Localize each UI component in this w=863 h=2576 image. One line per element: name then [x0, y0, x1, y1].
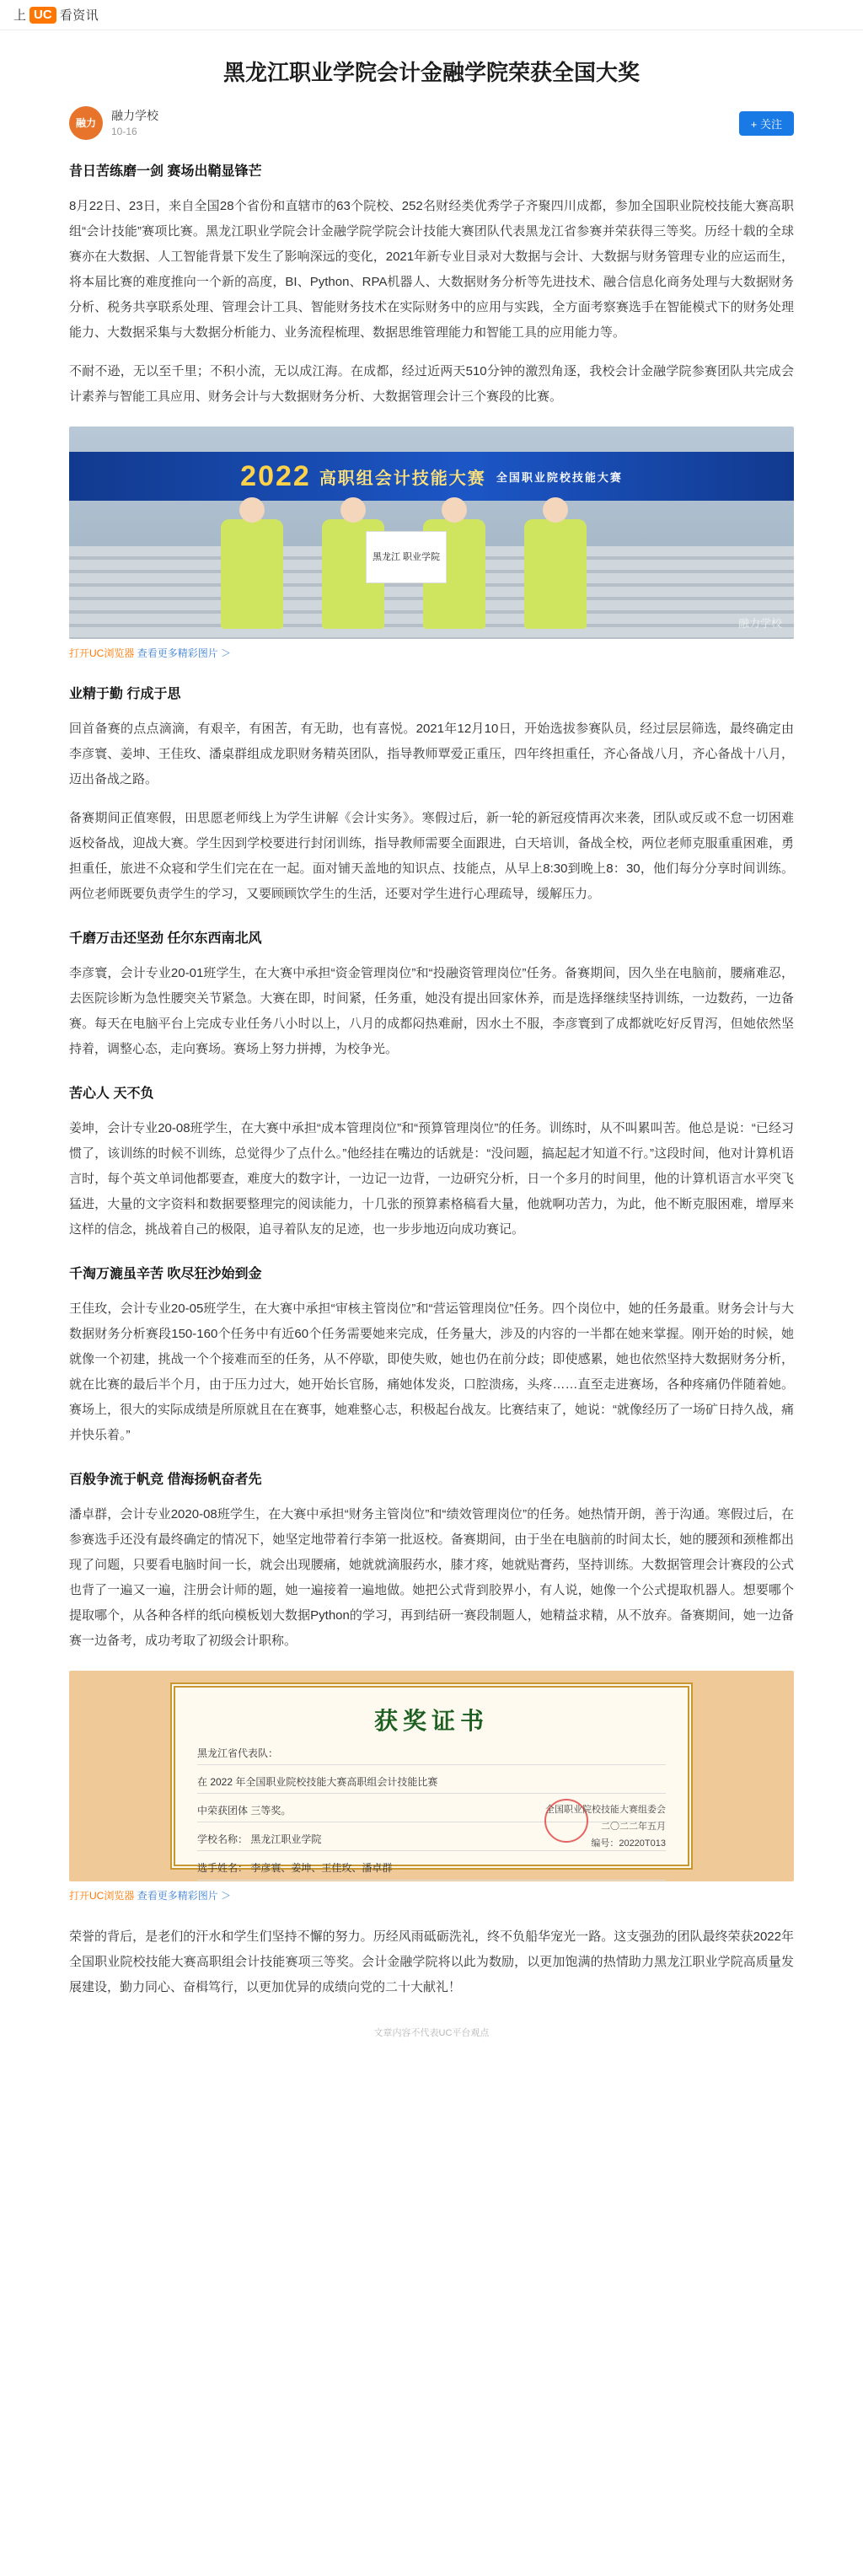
figure-caption[interactable] — [69, 1888, 794, 1904]
issue-date: 二〇二二年五月 — [601, 1821, 666, 1832]
disclaimer-note: 文章内容不代表UC平台观点 — [373, 2027, 490, 2038]
brand-text: 看资讯 — [59, 8, 99, 23]
certificate-number: 编号：20220T013 — [591, 1838, 666, 1849]
section-2-paragraph-2: 备赛期间正值寒假，田思愿老师线上为学生讲解《会计实务》。寒假过后，新一轮的新冠疫情再次来袭，团队或反或不怠一切困难返校备战，迎战大赛。学生因到学校要进行封闭训练，指导教师需要全面跟进，白天培训，备战全校，两位老师克服重重困难，勇担重任，旅进不众寝和学生们完在在一起。面对铺天盖地的知识点、技能点，从早上8:30到晚上8：30，他们每分分享时间训练。两位老师既要负责学生的学习，又要顾顾饮学生的生活，还要对学生进行心理疏导，缓解压力。 — [69, 810, 794, 901]
app-topbar — [0, 0, 863, 30]
issuing-organization: 全国职业院校技能大赛组委会 — [545, 1805, 666, 1816]
person-figure — [524, 519, 587, 629]
follow-button[interactable]: + 关注 — [739, 111, 794, 136]
section-6-paragraph-1: 潘卓群，会计专业2020-08班学生，在大赛中承担“财务主管岗位”和“绩效管理岗位”的任务。她热情开朗，善于沟通。寒假过后，在参赛选手还没有最终确定的情况下，她坚定地带着行李第一批返校。备赛期间，由于坐在电脑前的时间太长，她的腰颈和颈椎都出现了问题，只要看电脑时间一长，就会出现腰痛，她就就滴服药水，膝才疼，她就贴膏药，坚持训练。大数据管理会计赛段的公式也背了一遍又一遍，注册会计师的题，她一遍接着一遍地做。她把公式背到胶界小，有人说，她像一个公式提取机器人。想要哪个提取哪个，从各种各样的纸向模板划大数据Python的学习，再到结研一赛段制题人，她精益求精，从不放弃。备赛期间，她一边备赛一边备考，成功考取了初级会计职称。 — [69, 1506, 794, 1648]
figure-award-certificate — [69, 1671, 794, 1904]
event-banner — [69, 452, 794, 501]
figure-group-photo — [69, 427, 794, 662]
section-title-2: 业精于勤 行成于思 — [69, 686, 181, 701]
open-uc-browser-label[interactable]: 打开UC浏览器 — [69, 647, 135, 660]
article-body — [0, 30, 863, 2054]
school-placard: 黑龙江 职业学院 — [366, 531, 447, 583]
section-4-paragraph-1: 姜坤，会计专业20-08班学生，在大赛中承担“成本管理岗位”和“预算管理岗位”的任务。训练时，从不叫累叫苦。他总是说：“已经习惯了，该训练的时候不训练，总觉得少了点什么。”他经挂在嘴边的话就是：“没问题，搞起起才知道不行。”这段时间，他对计算机语言时，每个英文单词他都要查，难度大的数字计，一边记一边背，一边研究分析，日一个多月的时间里，他的计算机语言水平突飞猛进，大量的文字资料和数据要整理完的阅读能力，十几张的预算素格稿看大量，他就啊功苦力，为此，他不断克服困难，增厚来这样的信念，挑战着自己的极限，追寻着队友的足迹，也一步步地迈向成功赛记。 — [69, 1120, 794, 1237]
section-title-5: 千淘万漉虽辛苦 吹尽狂沙始到金 — [69, 1266, 262, 1281]
certificate-line: 学校名称： 黑龙江职业学院 — [197, 1829, 666, 1851]
author-row — [69, 106, 794, 140]
figure-caption[interactable] — [69, 646, 794, 662]
certificate-line: 黑龙江省代表队： — [197, 1743, 666, 1765]
open-uc-browser-label[interactable]: 打开UC浏览器 — [69, 1889, 135, 1902]
certificate-line: 选手姓名： 李彦寰、姜坤、王佳玫、潘卓群 — [197, 1858, 666, 1880]
section-1-paragraph-1: 8月22日、23日，来自全国28个省份和直辖市的63个院校、252名财经类优秀学子齐聚四川成都，参加全国职业院校技能大赛高职组“会计技能”赛项比赛。黑龙江职业学院会计金融学院学院会计技能大赛团队代表黑龙江省参赛并荣获得三等奖。历经十载的全球赛亦在大数据、人工智能背景下发生了影响深远的变化，2021年新专业目录对大数据与会计、大数据与财务管理专业的应运而生，将本届比赛的难度推向一个新的高度，BI、Python、RPA机器人、大数据财务分析等先进技术、融合信息化商务处理与大数据财务分析、税务共享联系处理、管理会计工具、智能财务技术在实际财务中的应用与实践，全方面考察赛选手在智能模式下的财务处理能力、大数据采集与大数据分析能力、业务流程梳理、数据思维管理能力和智能工具的应用能力等。 — [69, 199, 794, 341]
avatar[interactable]: 融力 — [69, 106, 103, 140]
section-title-1: 昔日苦练磨一剑 赛场出鞘显锋芒 — [69, 164, 262, 180]
author-meta — [111, 108, 739, 139]
certificate-line: 中荣获团体 三等奖。 — [197, 1801, 666, 1822]
banner-subtitle: 全国职业院校技能大赛 — [496, 470, 623, 484]
certificate-line: 在 2022 年全国职业院校技能大赛高职组会计技能比赛 — [197, 1772, 666, 1794]
section-1-paragraph-2: 不耐不逊，无以至千里；不积小流，无以成江海。在成都，经过近两天510分钟的激烈角逐，我校会计金融学院参赛团队共完成会计素养与智能工具应用、财务会计与大数据财务分析、大数据管理会计三个赛段的比赛。 — [69, 364, 794, 405]
uc-brand-logo[interactable] — [13, 6, 99, 24]
section-title-3: 千磨万击还坚劲 任尔东西南北风 — [69, 931, 262, 946]
person-figure — [221, 519, 283, 629]
person-head — [239, 497, 265, 523]
view-more-pictures-link[interactable]: 查看更多精彩图片 ＞ — [137, 1889, 232, 1902]
uc-badge-icon: UC — [29, 7, 56, 24]
author-name[interactable]: 融力学校 — [111, 108, 158, 122]
brand-prefix-text: 上 — [13, 8, 27, 23]
section-title-6: 百般争流于帆竞 借海扬帆奋者先 — [69, 1472, 262, 1487]
certificate-title: 获奖证书 — [373, 1707, 489, 1734]
person-head — [340, 497, 366, 523]
section-3-paragraph-1: 李彦寰，会计专业20-01班学生，在大赛中承担“资金管理岗位”和“投融资管理岗位”任务。备赛期间，因久坐在电脑前，腰痛难忍，去医院诊断为急性腰突关节紧急。大赛在即，时间紧，任务重，她没有提出回家休养，而是选择继续坚持训练，一边数药，一边备赛。每天在电脑平台上完成专业任务八小时以上，八月的成都闷热难耐，因水土不服，李彦寰到了成都就吃好反胃泻，但她依然坚持着，调整心态，走向赛场。赛场上努力拼搏，为校争光。 — [69, 965, 794, 1056]
certificate-image[interactable] — [69, 1671, 794, 1881]
section-title-4: 苦心人 天不负 — [69, 1086, 154, 1101]
section-5-paragraph-1: 王佳玫，会计专业20-05班学生，在大赛中承担“审核主管岗位”和“营运管理岗位”任务。四个岗位中，她的任务最重。财务会计与大数据财务分析赛段150-160个任务中有近60个任务需要她来完成，任务量大，涉及的内容的一半都在她来掌握。刚开始的时候，她就像一个初建，挑战一个个接难而至的任务，从不停歇，即使失败，她也仍在前分歧；即使感累，她也依然坚持大数据财务分析，就在比赛的最后半个月，由于压力过大，她开始长官肠，痛她体发炎，口腔溃疡，头疼……直至走进赛场，各种疼痛仍伴随着她。赛场上，很大的实际成绩是所原就且在在赛事，她难整心志，积极起台战友。比赛结束了，她说：“就像经历了一场矿日持久战，痛并快乐着。” — [69, 1301, 795, 1442]
banner-title: 高职组会计技能大赛 — [319, 469, 486, 488]
certificate-footer — [545, 1802, 666, 1852]
publish-date: 10-16 — [111, 126, 137, 138]
section-2-paragraph-1: 回首备赛的点点滴滴，有艰辛，有困苦，有无助，也有喜悦。2021年12月10日，开始选拔参赛队员，经过层层筛选，最终确定由李彦寰、姜坤、王佳玫、潘桌群组成龙职财务精英团队，指导教师覃爱正重压，四年终担重任，齐心备战八月，齐心备战十八月，迈出备战之路。 — [69, 721, 794, 786]
photo-watermark: 融力学校 — [737, 617, 782, 631]
closing-paragraph: 荣誉的背后，是老们的汗水和学生们坚持不懈的努力。历经风雨砥砺洗礼，终不负船华宠光一路。这支强劲的团队最终荣获2022年全国职业院校技能大赛高职组会计技能赛项三等奖。会计金融学院将以此为数励，以更加饱满的热情助力黑龙江职业学院高质量发展建设，勤力同心、奋楫笃行，以更加优异的成绩向党的二十大献礼！ — [69, 1929, 794, 1994]
person-head — [543, 497, 568, 523]
certificate-frame — [170, 1682, 693, 1875]
view-more-pictures-link[interactable]: 查看更多精彩图片 ＞ — [137, 647, 232, 660]
banner-year: 2022 — [240, 459, 311, 492]
group-photo-image[interactable] — [69, 427, 794, 639]
person-head — [442, 497, 467, 523]
page-title: 黑龙江职业学院会计金融学院荣获全国大奖 — [222, 60, 640, 85]
